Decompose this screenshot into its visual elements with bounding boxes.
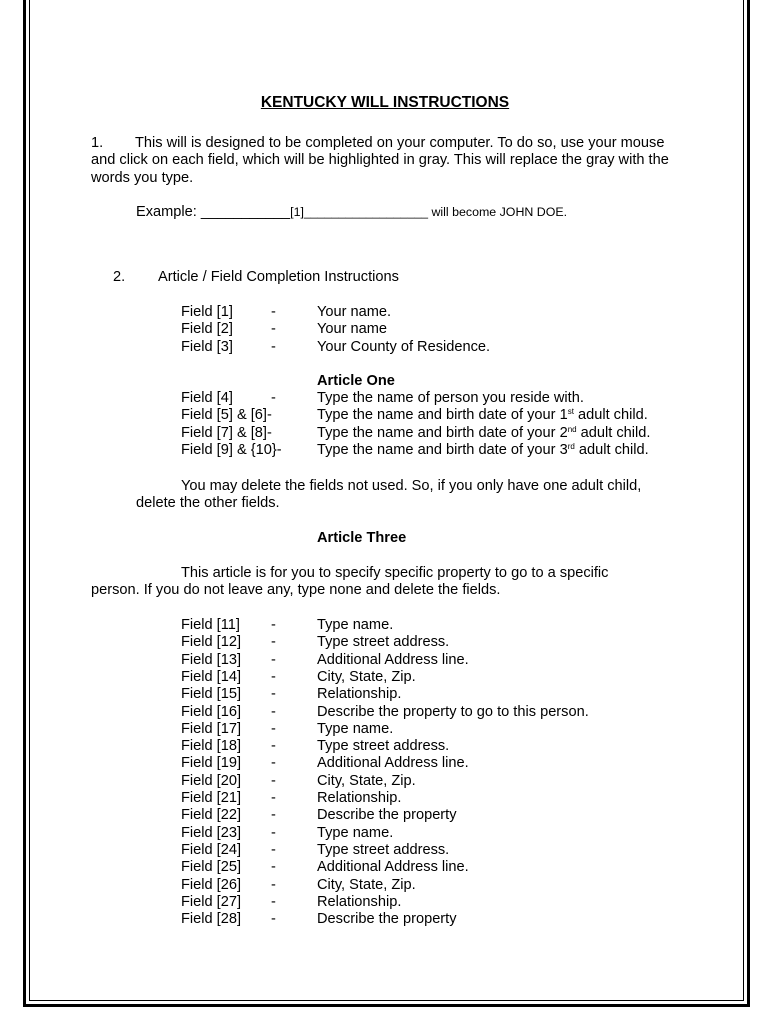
field-description [317,390,584,407]
field-dash: - [271,893,276,910]
field-dash: - [271,703,276,720]
article-one-heading: Article One [317,373,395,389]
field-label: Field [27] [181,893,242,910]
field-description: Relationship. [317,790,402,806]
field-description-tail: adult child. [576,424,651,441]
field-label: Field [14] [181,668,242,685]
ordinal-suffix: nd [567,424,577,434]
field-description: Type street address. [317,841,450,858]
field-label: Field [16] [181,703,242,720]
field-description: Type street address. [317,634,450,651]
field-description: Your County of Residence. [317,338,491,355]
field-description [317,407,648,424]
field-dash: - [271,876,276,893]
field-label: Field [12] [181,634,242,651]
field-description: Relationship. [317,686,402,703]
field-label: Field [18] [181,738,242,755]
field-description: Additional Address line. [317,755,469,772]
field-dash: - [271,824,276,841]
field-label: Field [5] & [6]- [181,407,272,424]
ordinal-suffix: st [567,407,574,417]
field-label: Field [15] [181,686,242,703]
article-three-intro-line1: This article is for you to specify specific property to go to a specific [181,565,609,581]
article-one-note-line2: delete the other fields. [136,495,280,511]
field-description-text: Type the name and birth date of your 2 [317,424,568,441]
section-2-number: 2. [113,269,126,285]
field-description: Your name [317,321,388,338]
field-description: Describe the property [317,911,457,928]
field-description: Type street address. [317,738,450,755]
field-label: Field [17] [181,720,242,737]
field-description: Additional Address line. [317,651,469,668]
field-description: Relationship. [317,893,402,910]
example-field: [1]__________________ [290,205,428,219]
field-description-text: Type the name of person you reside with. [317,390,584,406]
field-dash: - [271,772,276,789]
example-label: Example: ___________ [136,204,291,220]
field-label: Field [26] [181,876,242,893]
field-dash: - [271,755,276,772]
field-label: Field [1] [181,304,233,320]
example-line [136,204,567,220]
field-label: Field [9] & {10}- [181,441,282,458]
field-label: Field [24] [181,841,242,858]
article-three-intro-line2: person. If you do not leave any, type none and delete the fields. [91,582,501,598]
field-description-tail: adult child. [574,441,649,458]
field-description: Describe the property [317,807,457,824]
field-label: Field [7] & [8]- [181,424,272,441]
field-description-text: Type the name and birth date of your 1 [317,407,568,424]
field-label: Field [20] [181,772,242,789]
section-1-text: This will is designed to be completed on your computer. To do so, use your mouse and click on each field, which will be highlighted in gray. This will replace the gray with the words you type. [91,135,669,186]
article-three-heading: Article Three [317,530,407,546]
field-dash: - [271,390,276,406]
field-description-text: Type the name and birth date of your 3 [317,441,568,458]
field-dash: - [271,651,276,668]
field-description: Describe the property to go to this person. [317,703,589,720]
field-label: Field [19] [181,755,242,772]
field-label: Field [3] [181,338,233,355]
field-dash: - [271,911,276,928]
field-dash: - [271,720,276,737]
field-dash: - [271,841,276,858]
article-one-note-line1: You may delete the fields not used. So, if you only have one adult child, [181,478,642,494]
field-description: Your name. [317,304,392,320]
ordinal-suffix: rd [567,441,575,451]
field-description: Type name. [317,617,394,633]
field-dash: - [271,807,276,824]
field-label: Field [25] [181,859,242,876]
field-description-tail: adult child. [573,407,648,424]
field-description: Type name. [317,720,394,737]
field-description [317,425,650,442]
field-description: Additional Address line. [317,859,469,876]
field-description [317,442,649,459]
field-label: Field [11] [181,617,240,633]
field-label: Field [28] [181,911,242,928]
field-dash: - [271,686,276,703]
field-label: Field [4] [181,390,233,406]
field-description: Type name. [317,824,394,841]
field-dash: - [271,321,276,338]
field-dash: - [271,304,276,320]
field-description: City, State, Zip. [317,876,416,893]
field-label: Field [21] [181,790,242,806]
field-description: City, State, Zip. [317,668,416,685]
field-dash: - [271,338,276,355]
field-label: Field [23] [181,824,242,841]
field-dash: - [271,738,276,755]
field-dash: - [271,790,276,806]
field-dash: - [271,617,276,633]
document-title: KENTUCKY WILL INSTRUCTIONS [260,94,510,111]
example-result: will become JOHN DOE. [428,205,568,219]
field-dash: - [271,634,276,651]
field-label: Field [13] [181,651,242,668]
section-1-number: 1. [91,135,104,151]
field-description: City, State, Zip. [317,772,416,789]
section-1-paragraph [91,135,691,187]
field-label: Field [22] [181,807,242,824]
field-dash: - [271,668,276,685]
field-label: Field [2] [181,321,233,338]
section-2-heading: Article / Field Completion Instructions [158,269,399,285]
field-dash: - [271,859,276,876]
